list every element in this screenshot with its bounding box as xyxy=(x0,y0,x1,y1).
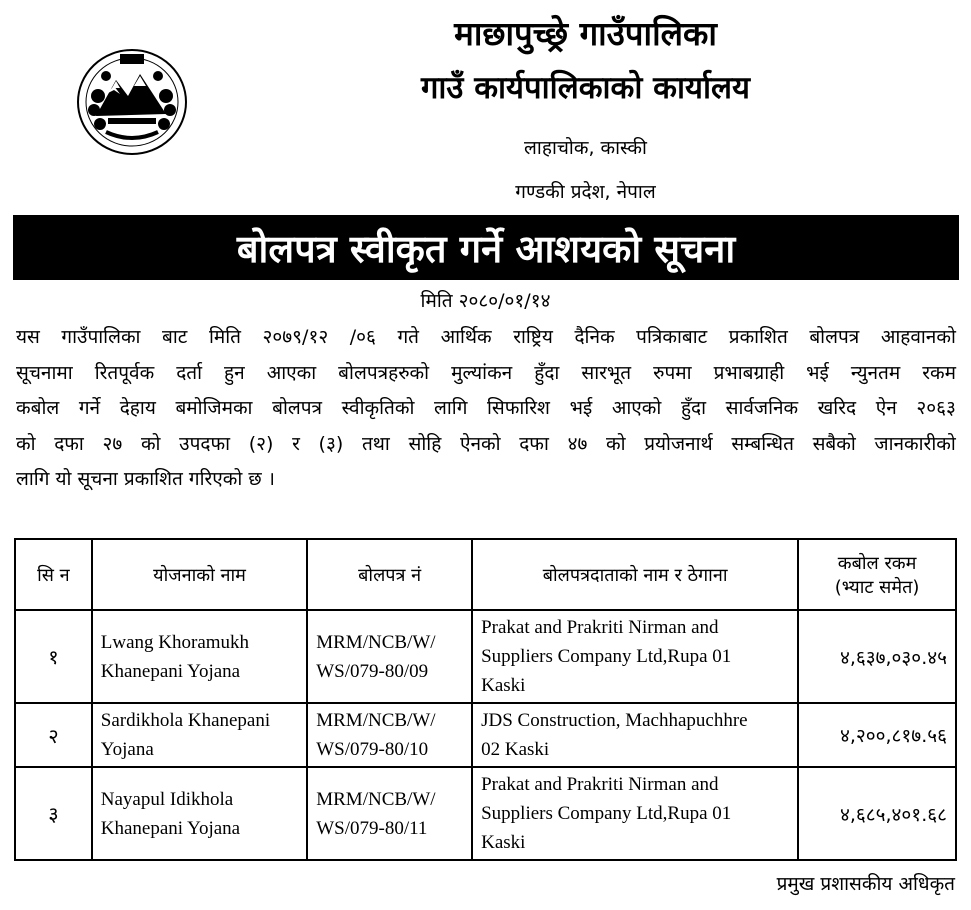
bid_lines-line: WS/079-80/11 xyxy=(316,817,428,839)
org-name: माछापुच्छ्रे गाउँपालिका xyxy=(454,14,717,53)
body-word: गर्ने xyxy=(78,397,101,420)
table-row xyxy=(15,767,956,860)
bid_lines-line: WS/079-80/10 xyxy=(316,739,429,760)
body-word: जानकारीको xyxy=(874,432,956,455)
body-word: आएको xyxy=(611,397,662,420)
body-word: यस xyxy=(16,326,40,348)
body-word: सोहि xyxy=(408,432,442,455)
cell-bidder xyxy=(472,703,798,767)
body-word: र xyxy=(292,432,300,455)
bidder_lines-line: JDS Construction, Machhapuchhre xyxy=(481,710,748,731)
body-line xyxy=(16,356,956,392)
body-word: लागि xyxy=(433,397,468,420)
body-word: को xyxy=(16,432,36,455)
body-word: सबैको xyxy=(812,432,856,455)
body-word: आर्थिक xyxy=(440,326,492,348)
cell-bid-no xyxy=(307,610,472,703)
cell-bid-no xyxy=(307,703,472,767)
amount-header-line2: (भ्याट समेत) xyxy=(834,576,920,598)
bidder_lines-line: Prakat and Prakriti Nirman and xyxy=(481,617,719,638)
body-word: सम्बन्धित xyxy=(731,432,794,455)
body-word: कबोल xyxy=(16,397,60,420)
body-word: (३) xyxy=(318,432,344,455)
cell-sn: २ xyxy=(15,703,92,767)
body-word: उपदफा xyxy=(179,432,231,455)
amount-header-line1: कबोल रकम xyxy=(837,552,917,574)
body-word: स्वीकृतिको xyxy=(341,397,415,420)
col-header-sn: सि न xyxy=(15,539,92,610)
table-row xyxy=(15,610,956,703)
body-word: पत्रिकाबाट xyxy=(636,326,708,348)
body-word: सार्वजनिक xyxy=(725,397,799,420)
body-word: बोलपत्रहरुको xyxy=(338,361,430,384)
body-word: गाउँपालिका xyxy=(61,326,141,348)
bid_lines-line: MRM/NCB/W/ xyxy=(316,788,436,810)
body-word: हुन xyxy=(224,361,245,384)
cell-project xyxy=(92,610,307,703)
bid_lines-line: MRM/NCB/W/ xyxy=(316,710,436,731)
body-word: बोलपत्र xyxy=(809,326,860,348)
col-header-amount xyxy=(798,539,956,610)
body-last-line: लागि यो सूचना प्रकाशित गरिएको छ । xyxy=(16,468,275,491)
body-word: बोलपत्र xyxy=(272,397,323,420)
body-word: तथा xyxy=(361,432,390,455)
col-header-bidder: बोलपत्रदाताको नाम र ठेगाना xyxy=(472,539,798,610)
body-word: रितपूर्वक xyxy=(94,361,155,384)
body-word: २७ xyxy=(102,432,123,455)
project_lines-line: Sardikhola Khanepani xyxy=(100,710,271,731)
body-word: (२) xyxy=(248,432,274,455)
body-word: आहवानको xyxy=(880,326,956,348)
bidder_lines-line: Kaski xyxy=(481,675,526,696)
body-word: दफा xyxy=(54,432,84,455)
cell-bidder xyxy=(472,610,798,703)
body-word: गते xyxy=(397,326,420,348)
address-line-2: गण्डकी प्रदेश, नेपाल xyxy=(515,181,656,203)
notice-date: मिति २०८०/०१/१४ xyxy=(420,290,551,312)
col-header-bid-no: बोलपत्र नं xyxy=(307,539,472,610)
address-line-1: लाहाचोक, कास्की xyxy=(524,137,647,159)
body-word: को xyxy=(140,432,161,455)
body-word: हुँदा xyxy=(680,397,707,420)
body-word: सिफारिश xyxy=(487,397,550,420)
body-word: बमोजिमका xyxy=(175,397,253,420)
project_lines-line: Lwang Khoramukh xyxy=(100,631,250,653)
cell-sn: ३ xyxy=(15,767,92,860)
body-word: प्रभाबग्राही xyxy=(713,361,785,384)
body-word: सूचनामा xyxy=(16,361,73,384)
body-word: २०७९/१२ xyxy=(262,326,329,348)
bid_lines-line: WS/079-80/09 xyxy=(316,660,429,682)
notice-title-banner xyxy=(13,215,959,280)
body-word: देहाय xyxy=(119,397,156,420)
notice-title: बोलपत्र स्वीकृत गर्ने आशयको सूचना xyxy=(236,226,736,271)
notice-body xyxy=(16,320,956,498)
body-word: ऐन xyxy=(875,397,897,420)
body-word: भई xyxy=(806,361,829,384)
cell-bid-no xyxy=(307,767,472,860)
bid-table xyxy=(14,538,957,861)
bidder_lines-line: Suppliers Company Ltd,Rupa 01 xyxy=(481,646,732,667)
municipality-emblem xyxy=(76,46,188,156)
body-word: /०६ xyxy=(349,326,376,348)
body-word: ऐनको xyxy=(459,432,501,455)
body-word: बाट xyxy=(162,326,188,348)
body-word: खरिद xyxy=(817,397,857,420)
project_lines-line: Khanepani Yojana xyxy=(100,660,241,682)
body-word: दर्ता xyxy=(176,361,203,384)
cell-bidder xyxy=(472,767,798,860)
body-line xyxy=(16,320,956,356)
body-line xyxy=(16,391,956,427)
project_lines-line: Khanepani Yojana xyxy=(100,817,241,839)
body-word: ४७ xyxy=(567,432,588,455)
cell-amount: ४,६८५,४०१.६८ xyxy=(798,767,956,860)
body-word: सारभूत xyxy=(581,361,632,384)
signature-title: प्रमुख प्रशासकीय अधिकृत xyxy=(776,873,955,895)
bidder_lines-line: Prakat and Prakriti Nirman and xyxy=(481,774,719,795)
bidder_lines-line: Kaski xyxy=(481,832,526,853)
bid_lines-line: MRM/NCB/W/ xyxy=(316,631,436,653)
table-header-row xyxy=(15,539,956,610)
body-line xyxy=(16,427,956,463)
table-row xyxy=(15,703,956,767)
bidder_lines-line: 02 Kaski xyxy=(481,739,550,760)
body-word: प्रकाशित xyxy=(728,326,788,348)
body-word: दफा xyxy=(519,432,549,455)
body-word: को xyxy=(606,432,626,455)
body-word: मुल्यांकन xyxy=(451,361,513,384)
bidder_lines-line: Suppliers Company Ltd,Rupa 01 xyxy=(481,803,732,824)
body-word: राष्ट्रिय xyxy=(513,326,553,348)
project_lines-line: Nayapul Idikhola xyxy=(100,788,234,810)
body-word: रुपमा xyxy=(653,361,692,384)
cell-project xyxy=(92,703,307,767)
body-word: आएका xyxy=(266,361,317,384)
office-name: गाउँ कार्यपालिकाको कार्यालय xyxy=(420,70,751,106)
col-header-project: योजनाको नाम xyxy=(92,539,307,610)
body-word: भई xyxy=(569,397,593,420)
cell-sn: १ xyxy=(15,610,92,703)
body-word: न्युनतम xyxy=(850,361,901,384)
body-word: रकम xyxy=(922,361,956,384)
body-word: मिति xyxy=(208,326,241,348)
body-word: दैनिक xyxy=(574,326,615,348)
body-word: प्रयोजनार्थ xyxy=(644,432,713,455)
cell-amount: ४,२००,८१७.५६ xyxy=(798,703,956,767)
cell-amount: ४,६३७,०३०.४५ xyxy=(798,610,956,703)
body-word: २०६३ xyxy=(916,397,956,420)
cell-project xyxy=(92,767,307,860)
body-word: हुँदा xyxy=(534,361,560,384)
project_lines-line: Yojana xyxy=(100,739,154,760)
